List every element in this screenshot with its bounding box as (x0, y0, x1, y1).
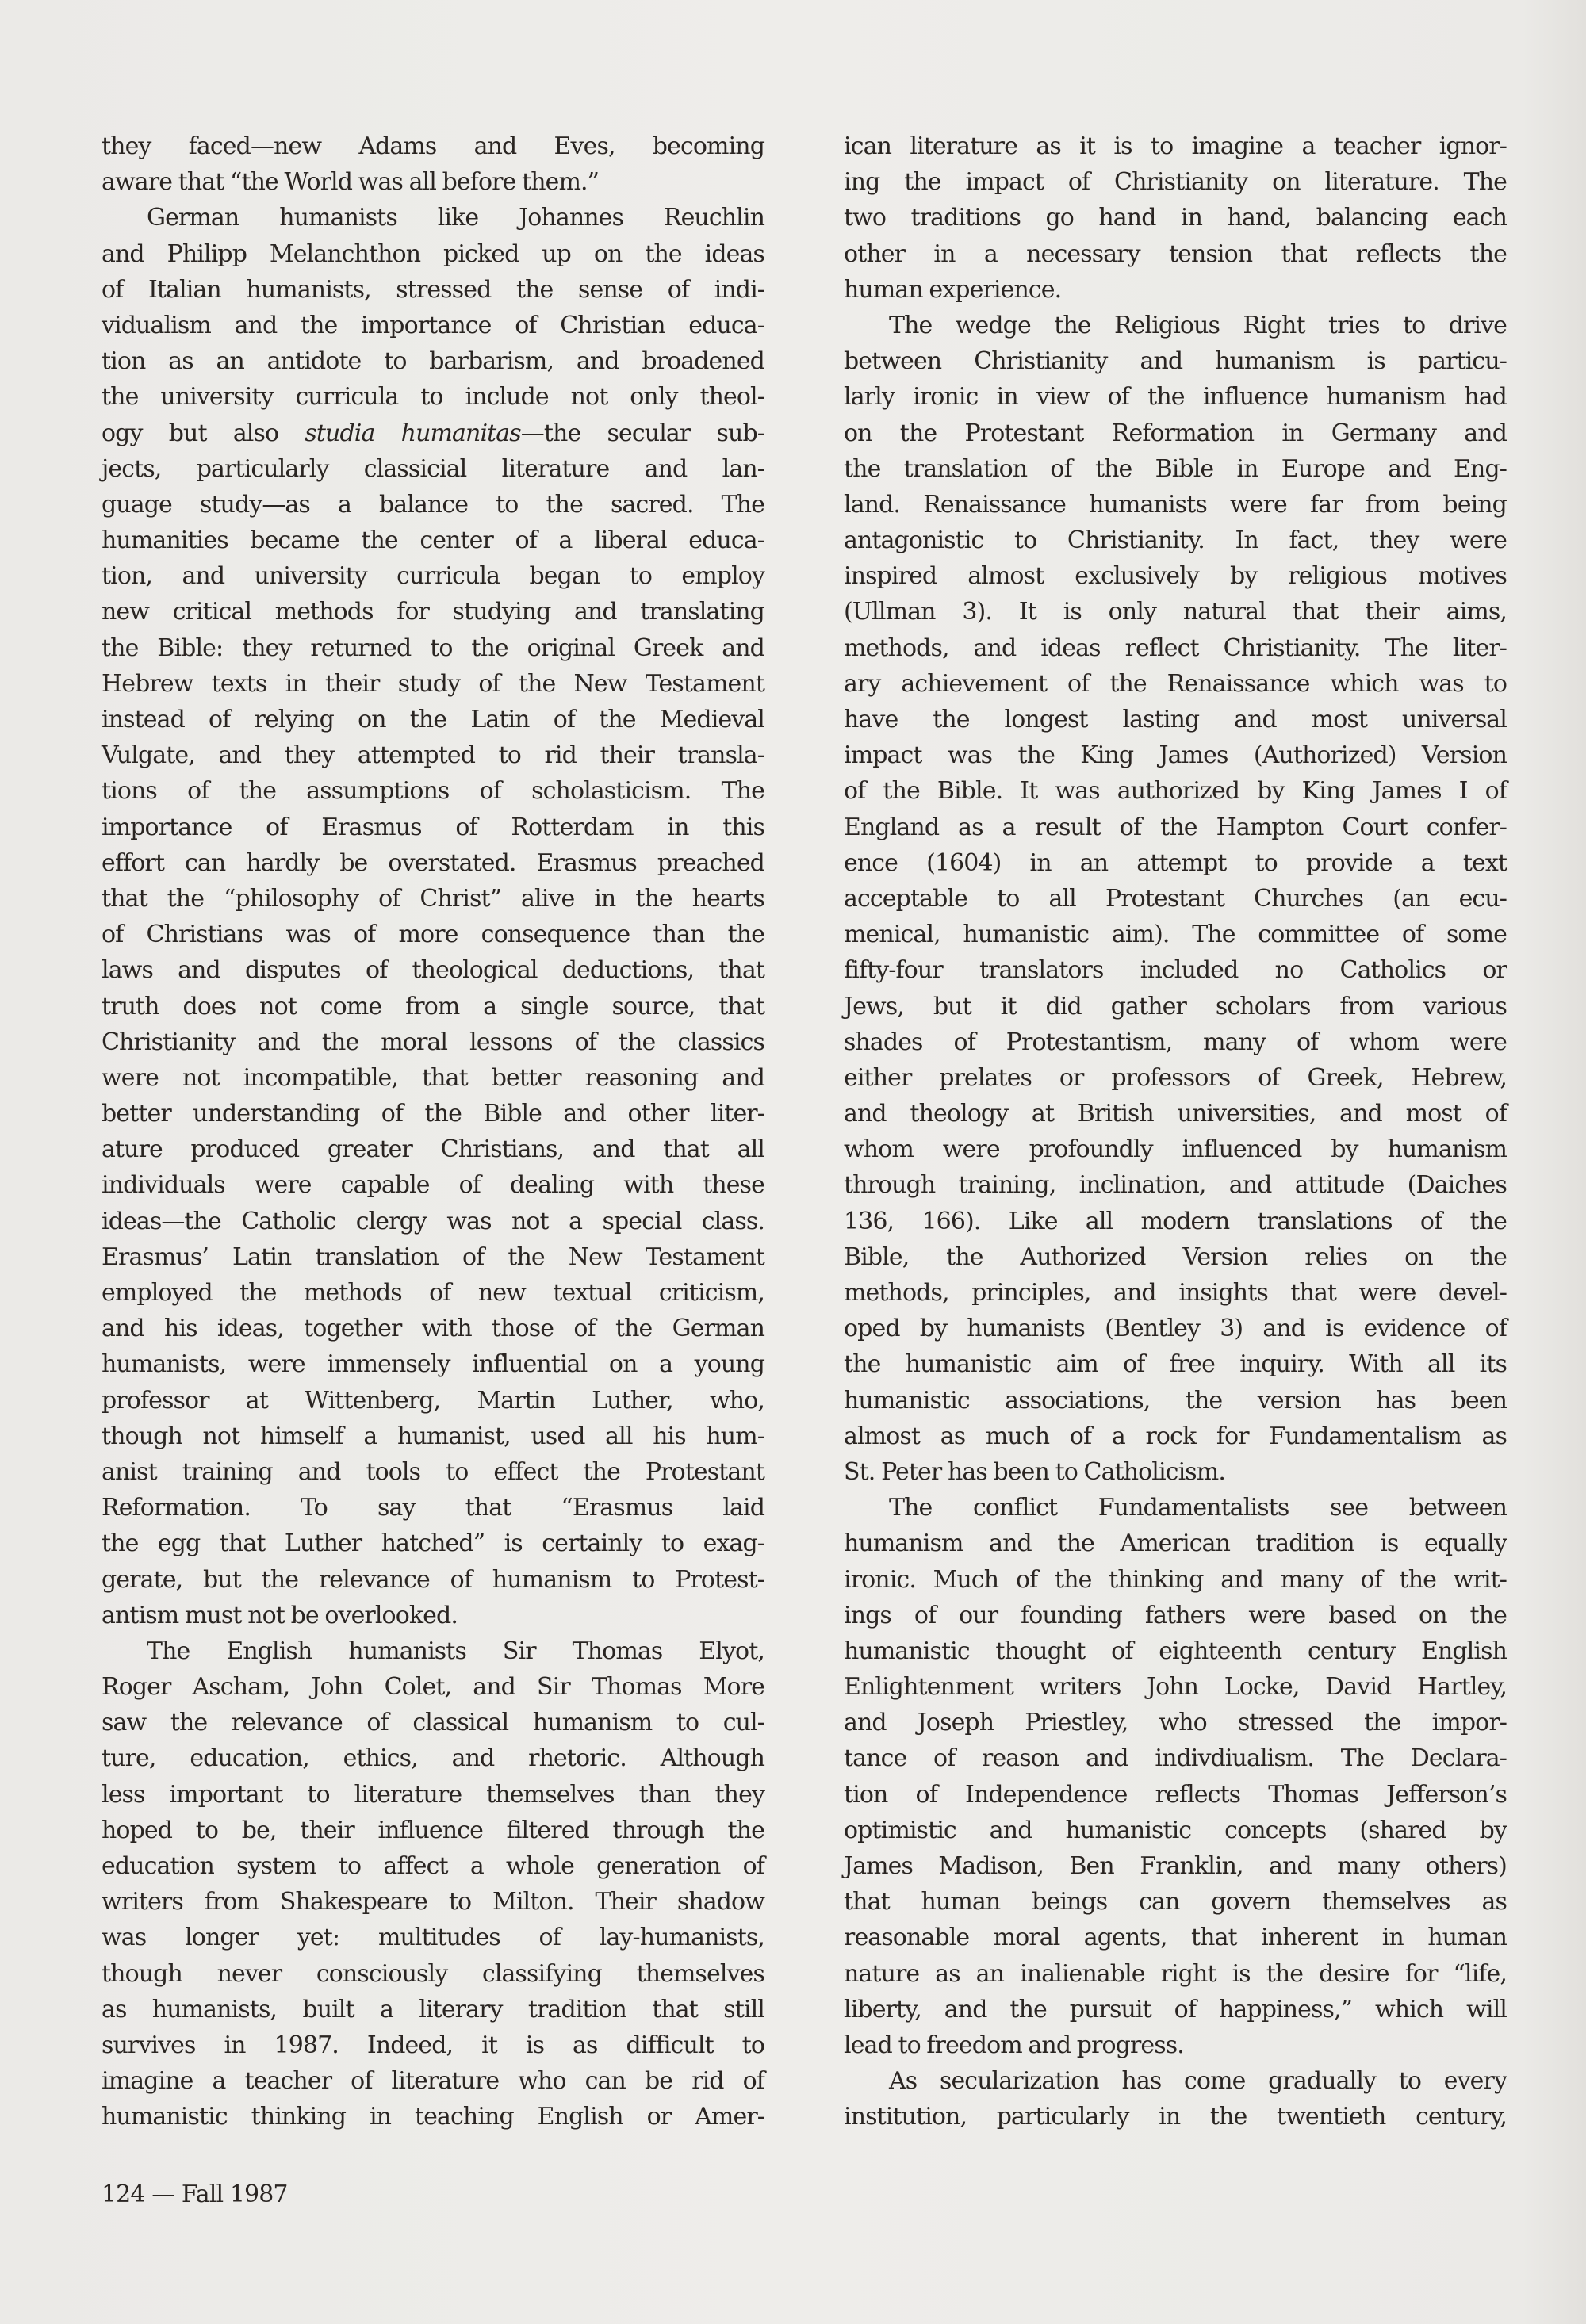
text-line: importance of Erasmus of Rotterdam in this (102, 813, 764, 841)
text-line: truth does not come from a single source, that (102, 992, 764, 1020)
text-line: humanistic thought of eighteenth century English (844, 1637, 1507, 1665)
text-line: nature as an inalienable right is the desire for “life, (844, 1959, 1507, 1988)
text-line: as humanists, built a literary tradition that still (102, 1995, 764, 2023)
text-line: whom were profoundly influenced by humanism (844, 1135, 1507, 1164)
text-line: gerate, but the relevance of humanism to Protest- (102, 1565, 764, 1594)
text-line: 136, 166). Like all modern translations of the (844, 1207, 1507, 1235)
text-line: Hebrew texts in their study of the New Testament (102, 669, 764, 698)
text-line: tion of Independence reflects Thomas Jefferson’s (844, 1780, 1507, 1809)
text-line: laws and disputes of theological deductions, that (102, 956, 764, 985)
text-run: ogy but also (102, 419, 305, 447)
text-line: and Joseph Priestley, who stressed the impor- (844, 1709, 1507, 1737)
text-line: The conflict Fundamentalists see between (889, 1494, 1507, 1522)
text-line: St. Peter has been to Catholicism. (844, 1457, 1225, 1486)
text-line: ings of our founding fathers were based on the (844, 1601, 1507, 1629)
text-line: Roger Ascham, John Colet, and Sir Thomas More (102, 1673, 764, 1702)
text-line: impact was the King James (Authorized) Version (844, 741, 1507, 770)
text-line: ary achievement of the Renaissance which was to (844, 669, 1507, 698)
text-line: of Christians was of more consequence than the (102, 921, 764, 949)
text-line: instead of relying on the Latin of the Medieval (102, 706, 764, 733)
text-line: and Philipp Melanchthon picked up on the ideas (102, 239, 764, 268)
text-line: humanities became the center of a liberal educa- (102, 526, 764, 555)
text-line: less important to literature themselves than they (102, 1780, 764, 1809)
text-line: the university curricula to include not only theol- (102, 383, 764, 412)
text-line: Reformation. To say that “Erasmus laid (102, 1494, 764, 1522)
text-line: As secularization has come gradually to every (889, 2067, 1507, 2096)
text-line: almost as much of a rock for Fundamentalism as (844, 1422, 1507, 1450)
text-line: antism must not be overlooked. (102, 1601, 458, 1629)
text-line: tions of the assumptions of scholasticism. The (102, 777, 764, 806)
text-line: tance of reason and indivdiualism. The Declara- (844, 1744, 1507, 1773)
text-line: survives in 1987. Indeed, it is as difficult to (102, 2031, 764, 2059)
text-line: the egg that Luther hatched” is certainly to exag- (102, 1530, 764, 1558)
text-line: Jews, but it did gather scholars from various (844, 992, 1507, 1020)
text-line: liberty, and the pursuit of happiness,” which will (844, 1995, 1507, 2023)
text-line: employed the methods of new textual criticism, (102, 1279, 764, 1307)
text-line: Enlightenment writers John Locke, David Hartley, (844, 1673, 1507, 1702)
text-line: Bible, the Authorized Version relies on the (844, 1242, 1507, 1271)
italic-term: studia humanitas (305, 419, 521, 447)
text-line: shades of Protestantism, many of whom were (844, 1028, 1507, 1056)
text-line: and theology at British universities, and most of (844, 1100, 1507, 1128)
text-line: anist training and tools to effect the Protestant (102, 1457, 764, 1486)
text-line: imagine a teacher of literature who can be rid of (102, 2067, 764, 2096)
text-line: two traditions go hand in hand, balancing each (844, 204, 1507, 232)
text-line: on the Protestant Reformation in Germany and (844, 419, 1507, 447)
text-line: tion, and university curricula began to employ (102, 562, 764, 591)
text-line: through training, inclination, and attitude (Daiches (844, 1171, 1507, 1200)
text-line: menical, humanistic aim). The committee of some (844, 921, 1507, 949)
text-line: were not incompatible, that better reasoning and (102, 1063, 764, 1092)
left-text-column (102, 128, 764, 2135)
text-line: and his ideas, together with those of the German (102, 1315, 764, 1343)
text-line: Erasmus’ Latin translation of the New Testament (102, 1242, 764, 1271)
text-line: antagonistic to Christianity. In fact, they were (844, 526, 1507, 555)
text-line: The English humanists Sir Thomas Elyot, (147, 1637, 764, 1665)
text-line: human experience. (844, 275, 1062, 304)
text-line: that human beings can govern themselves as (844, 1888, 1507, 1916)
text-line: jects, particularly classicial literature and lan- (102, 454, 764, 483)
text-line: ence (1604) in an attempt to provide a text (844, 848, 1507, 877)
right-text-column (844, 128, 1507, 2135)
text-line (102, 415, 764, 451)
text-line: individuals were capable of dealing with these (102, 1171, 764, 1200)
text-line: the humanistic aim of free inquiry. With all its (844, 1350, 1507, 1379)
text-line: fifty-four translators included no Catholics or (844, 956, 1507, 985)
text-line: optimistic and humanistic concepts (shared by (844, 1816, 1507, 1844)
text-line: ing the impact of Christianity on literature. The (844, 168, 1507, 197)
text-line: have the longest lasting and most universal (844, 706, 1507, 733)
text-line: effort can hardly be overstated. Erasmus preached (102, 848, 764, 877)
text-line: Vulgate, and they attempted to rid their transla- (102, 741, 764, 770)
text-line: better understanding of the Bible and other liter- (102, 1100, 764, 1128)
text-line: professor at Wittenberg, Martin Luther, who, (102, 1386, 764, 1415)
text-line: lead to freedom and progress. (844, 2031, 1184, 2059)
text-line: Christianity and the moral lessons of the classics (102, 1028, 764, 1056)
text-line: methods, principles, and insights that were devel- (844, 1279, 1507, 1307)
text-line: between Christianity and humanism is particu- (844, 347, 1507, 376)
text-line: guage study—as a balance to the sacred. The (102, 490, 764, 519)
text-line: ironic. Much of the thinking and many of the writ- (844, 1565, 1507, 1594)
text-line: tion as an antidote to barbarism, and broadened (102, 347, 764, 376)
text-line: of Italian humanists, stressed the sense of indi- (102, 275, 764, 304)
text-line: ican literature as it is to imagine a teacher ignor- (844, 132, 1507, 160)
text-line: though not himself a humanist, used all his hum- (102, 1422, 764, 1450)
text-line: vidualism and the importance of Christian educa- (102, 311, 764, 339)
text-line: hoped to be, their influence filtered through the (102, 1816, 764, 1844)
text-line: larly ironic in view of the influence humanism had (844, 383, 1507, 412)
text-line: new critical methods for studying and translating (102, 598, 764, 626)
text-line: either prelates or professors of Greek, Hebrew, (844, 1063, 1507, 1092)
text-line: institution, particularly in the twentieth century, (844, 2103, 1507, 2131)
text-line: (Ullman 3). It is only natural that their aims, (844, 598, 1507, 626)
text-line: that the “philosophy of Christ” alive in the hearts (102, 884, 764, 913)
text-line: other in a necessary tension that reflects the (844, 239, 1507, 268)
text-line: James Madison, Ben Franklin, and many others) (844, 1852, 1507, 1880)
text-line: humanism and the American tradition is equally (844, 1530, 1507, 1558)
text-line: writers from Shakespeare to Milton. Their shadow (102, 1888, 764, 1916)
text-line: ture, education, ethics, and rhetoric. Although (102, 1744, 764, 1773)
text-line: humanists, were immensely influential on a young (102, 1350, 764, 1379)
text-line: though never consciously classifying themselves (102, 1959, 764, 1988)
text-line: education system to affect a whole generation of (102, 1852, 764, 1880)
text-line: ideas—the Catholic clergy was not a special class. (102, 1207, 764, 1235)
text-line: acceptable to all Protestant Churches (an ecu- (844, 884, 1507, 913)
text-line: the Bible: they returned to the original Greek and (102, 634, 764, 662)
text-line: ature produced greater Christians, and that all (102, 1135, 764, 1164)
text-line: was longer yet: multitudes of lay-humanists, (102, 1924, 764, 1952)
text-line: methods, and ideas reflect Christianity. The liter- (844, 634, 1507, 662)
text-line: humanistic thinking in teaching English or Amer- (102, 2103, 764, 2131)
text-line: they faced—new Adams and Eves, becoming (102, 132, 764, 160)
text-run: —the secular sub- (520, 419, 764, 447)
text-line: of the Bible. It was authorized by King James I of (844, 777, 1507, 806)
text-line: the translation of the Bible in Europe and Eng- (844, 454, 1507, 483)
text-line: saw the relevance of classical humanism to cul- (102, 1709, 764, 1737)
text-line: land. Renaissance humanists were far from being (844, 490, 1507, 519)
page-footer-folio: 124 — Fall 1987 (102, 2180, 288, 2208)
text-line: German humanists like Johannes Reuchlin (147, 204, 764, 232)
text-line: oped by humanists (Bentley 3) and is evidence of (844, 1315, 1507, 1343)
text-line: humanistic associations, the version has been (844, 1386, 1507, 1415)
text-line: The wedge the Religious Right tries to drive (889, 311, 1507, 339)
text-line: inspired almost exclusively by religious motives (844, 562, 1507, 591)
text-line: reasonable moral agents, that inherent in human (844, 1924, 1507, 1952)
text-line: England as a result of the Hampton Court confer- (844, 813, 1507, 841)
text-line: aware that “the World was all before them.” (102, 168, 600, 197)
